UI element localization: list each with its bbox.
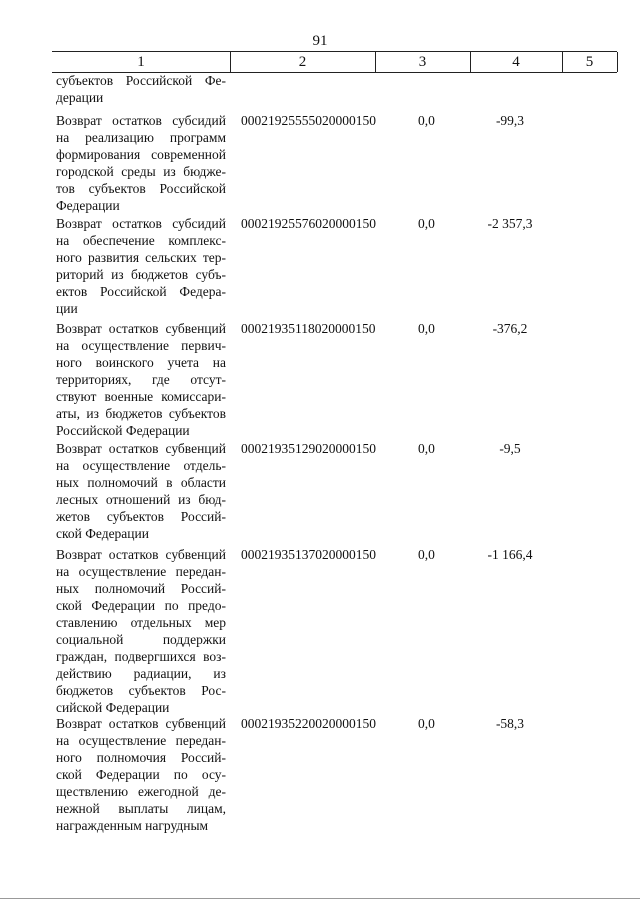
text-line: ществлению ежегодной де- <box>56 784 226 799</box>
continuation-text <box>56 72 226 106</box>
text-line: жетов субъектов Россий- <box>56 509 226 524</box>
row-description <box>56 112 226 214</box>
col3-value: 0,0 <box>418 216 435 231</box>
col4-value: -1 166,4 <box>487 547 533 562</box>
col3-value: 0,0 <box>418 441 435 456</box>
text-line: ных полномочий в области <box>56 475 226 490</box>
text-line: ного развития сельских тер- <box>56 250 226 265</box>
text-line: ектов Российской Федера- <box>56 284 226 299</box>
text-line: риторий из бюджетов субъ- <box>56 267 226 282</box>
text-line: ных полномочий Россий- <box>56 581 226 596</box>
text-line: лесных отношений из бюд- <box>56 492 226 507</box>
text-line: Возврат остатков субсидий <box>56 216 226 231</box>
text-line: Возврат остатков субвенций <box>56 547 226 562</box>
budget-code: 00021935129020000150 <box>241 441 376 456</box>
text-line: граждан, подвергшихся воз- <box>56 649 226 664</box>
text-line: формирования современной <box>56 147 226 162</box>
col4-value: -58,3 <box>495 716 525 731</box>
text-line: Возврат остатков субвенций <box>56 441 226 456</box>
page-edge-line <box>0 898 640 899</box>
text-line: Возврат остатков субсидий <box>56 113 226 128</box>
text-line: ного воинского учета на <box>56 355 226 370</box>
col3-value: 0,0 <box>418 547 435 562</box>
text-line: ской Федерации <box>56 526 149 541</box>
col4-value: -376,2 <box>492 321 528 336</box>
page-number: 91 <box>312 33 328 49</box>
row-description <box>56 320 226 439</box>
text-line: на осуществление передан- <box>56 564 226 579</box>
text-line: на осуществление отдель- <box>56 458 226 473</box>
header-col-3: 3 <box>418 54 427 70</box>
table-header <box>52 51 617 73</box>
text-line: тов субъектов Российской <box>56 181 226 196</box>
text-line: Возврат остатков субвенций <box>56 321 226 336</box>
text-line: субъектов Российской Фе- <box>56 73 226 88</box>
col3-value: 0,0 <box>418 716 435 731</box>
text-line: ской Федерации по предо- <box>56 598 226 613</box>
text-line: бюджетов субъектов Рос- <box>56 683 226 698</box>
text-line: Федерации <box>56 198 120 213</box>
text-line: ской Федерации по осу- <box>56 767 226 782</box>
col4-value: -2 357,3 <box>487 216 533 231</box>
col4-value: -99,3 <box>495 113 525 128</box>
header-col-2: 2 <box>298 54 307 70</box>
header-col-5: 5 <box>585 54 594 70</box>
text-line: ного полномочия Россий- <box>56 750 226 765</box>
text-line: на обеспечение комплекс- <box>56 233 226 248</box>
text-line: аты, из бюджетов субъектов <box>56 406 226 421</box>
header-col-4: 4 <box>512 54 520 70</box>
text-line: Возврат остатков субвенций <box>56 716 226 731</box>
budget-code: 00021925576020000150 <box>241 216 376 231</box>
text-line: ставлению отдельных мер <box>56 615 226 630</box>
row-description <box>56 546 226 716</box>
text-line: на реализацию программ <box>56 130 226 145</box>
text-line: нежной выплаты лицам, <box>56 801 226 816</box>
text-line: на осуществление передан- <box>56 733 226 748</box>
row-description <box>56 215 226 317</box>
text-line: награжденным нагрудным <box>56 818 209 833</box>
text-line: ствуют военные комиссари- <box>56 389 226 404</box>
col3-value: 0,0 <box>418 113 435 128</box>
header-col-1: 1 <box>137 54 145 70</box>
text-line: на осуществление первич- <box>56 338 226 353</box>
text-line: городской среды из бюдже- <box>56 164 226 179</box>
text-line: Российской Федерации <box>56 423 190 438</box>
row-description <box>56 715 226 834</box>
column-divider <box>617 52 618 72</box>
budget-code: 00021935137020000150 <box>241 547 376 562</box>
text-line: действию радиации, из <box>56 666 226 681</box>
budget-code: 00021935220020000150 <box>241 716 376 731</box>
text-line: социальной поддержки <box>56 632 226 647</box>
budget-code: 00021925555020000150 <box>241 113 376 128</box>
text-line: территориях, где отсут- <box>56 372 226 387</box>
row-description <box>56 440 226 542</box>
col3-value: 0,0 <box>418 321 435 336</box>
text-line: сийской Федерации <box>56 700 170 715</box>
col4-value: -9,5 <box>499 441 521 456</box>
text-line: дерации <box>56 90 104 105</box>
budget-code: 00021935118020000150 <box>241 321 376 336</box>
text-line: ции <box>56 301 78 316</box>
